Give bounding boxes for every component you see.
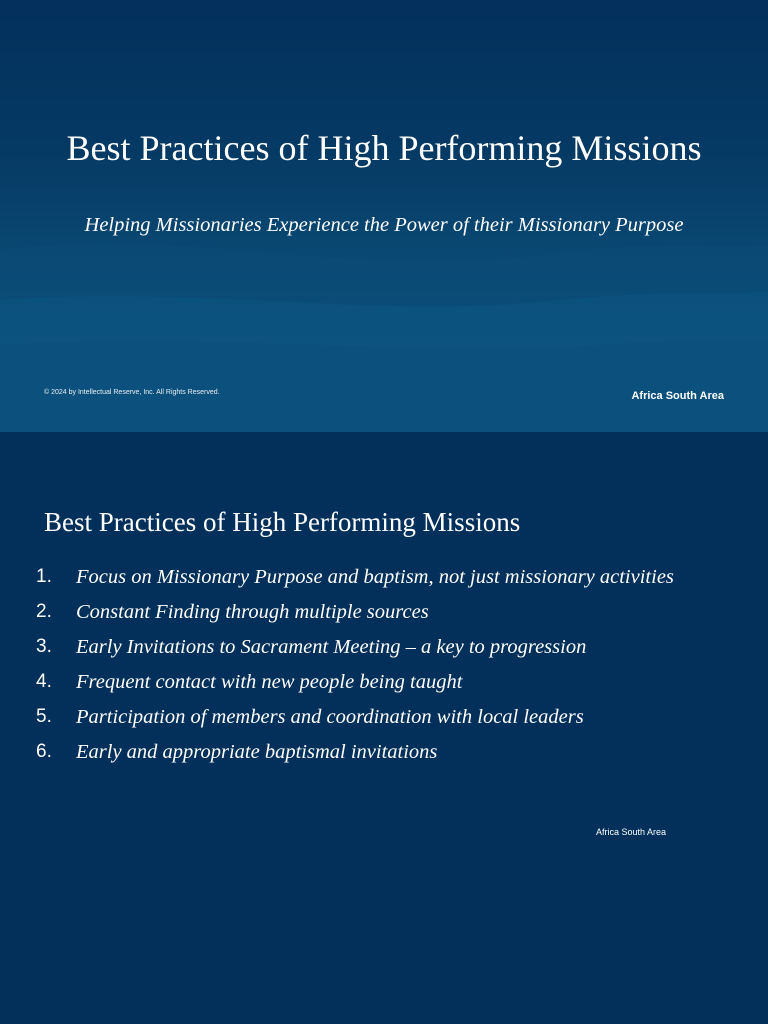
item-number: 5. [36, 706, 52, 727]
slide-heading: Best Practices of High Performing Missions [44, 507, 521, 537]
item-text: Focus on Missionary Purpose and baptism, not just missionary activities [76, 566, 674, 588]
list-item [36, 704, 716, 730]
list-item [36, 599, 716, 625]
slide-subtitle: Helping Missionaries Experience the Power of their Missionary Purpose [84, 214, 684, 236]
practices-list [36, 564, 716, 774]
list-item [36, 739, 716, 765]
item-text: Early and appropriate baptismal invitations [76, 741, 438, 763]
item-text: Participation of members and coordination with local leaders [76, 706, 584, 728]
item-number: 3. [36, 636, 52, 657]
item-number: 6. [36, 741, 52, 762]
list-item [36, 564, 716, 590]
copyright-notice: © 2024 by Intellectual Reserve, Inc. All Rights Reserved. [44, 389, 220, 396]
area-label: Africa South Area [631, 390, 724, 402]
item-number: 2. [36, 601, 52, 622]
item-text: Frequent contact with new people being taught [76, 671, 463, 693]
item-number: 4. [36, 671, 52, 692]
area-footer: Africa South Area [596, 827, 667, 837]
item-text: Constant Finding through multiple sources [76, 601, 429, 623]
content-slide [0, 432, 768, 1024]
slide-title: Best Practices of High Performing Missions [66, 128, 702, 168]
title-slide [0, 0, 768, 432]
item-number: 1. [36, 566, 52, 587]
list-item [36, 669, 716, 695]
list-item [36, 634, 716, 660]
item-text: Early Invitations to Sacrament Meeting – a key to progression [76, 636, 587, 658]
